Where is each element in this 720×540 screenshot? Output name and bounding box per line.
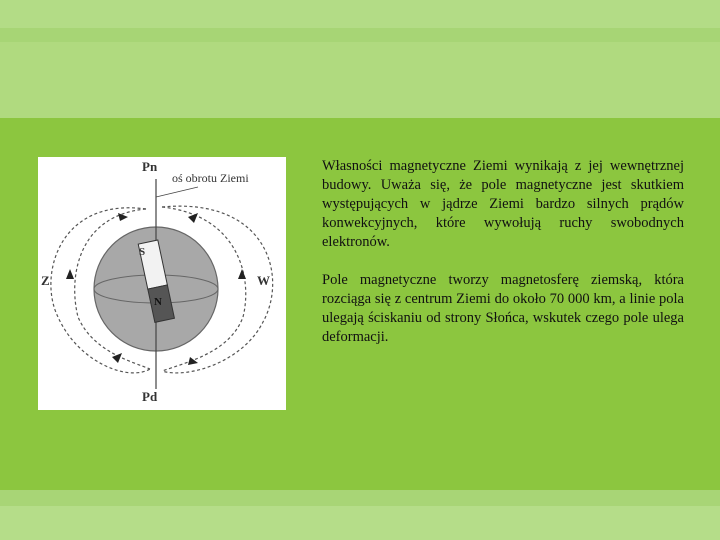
paragraph-1: Własności magnetyczne Ziemi wynikają z jej wewnętrznej budowy. Uważa się, że pole magnetyczne jest skutkiem występujących w jądrze Ziemi bardzo silnych prądów konwekcyjnych, które wywołują ruchy swobodnych elektronów.	[322, 158, 684, 250]
south-pole-label: Pd	[142, 389, 158, 404]
north-pole-label: Pn	[142, 159, 158, 174]
earth-diagram	[38, 157, 286, 410]
top-band	[0, 0, 720, 28]
east-label: W	[257, 273, 270, 288]
paragraph-2: Pole magnetyczne tworzy magnetosferę ziemską, która rozciąga się z centrum Ziemi do około 70 000 km, a linie pola ulegają ściskaniu od strony Słońca, wskutek czego pole ulega deformacji.	[322, 272, 684, 345]
axis-label: oś obrotu Ziemi	[172, 171, 249, 185]
magnet-n-label: N	[154, 296, 162, 308]
top-band-stripe	[0, 28, 720, 42]
header-band	[0, 42, 720, 118]
magnet-s-label: S	[139, 246, 146, 258]
earth-magnetic-field-figure	[38, 157, 286, 410]
axis-pointer	[156, 187, 198, 197]
text-block	[322, 157, 684, 366]
bottom-band	[0, 506, 720, 540]
west-label: Z	[41, 273, 50, 288]
bottom-band-stripe	[0, 490, 720, 506]
